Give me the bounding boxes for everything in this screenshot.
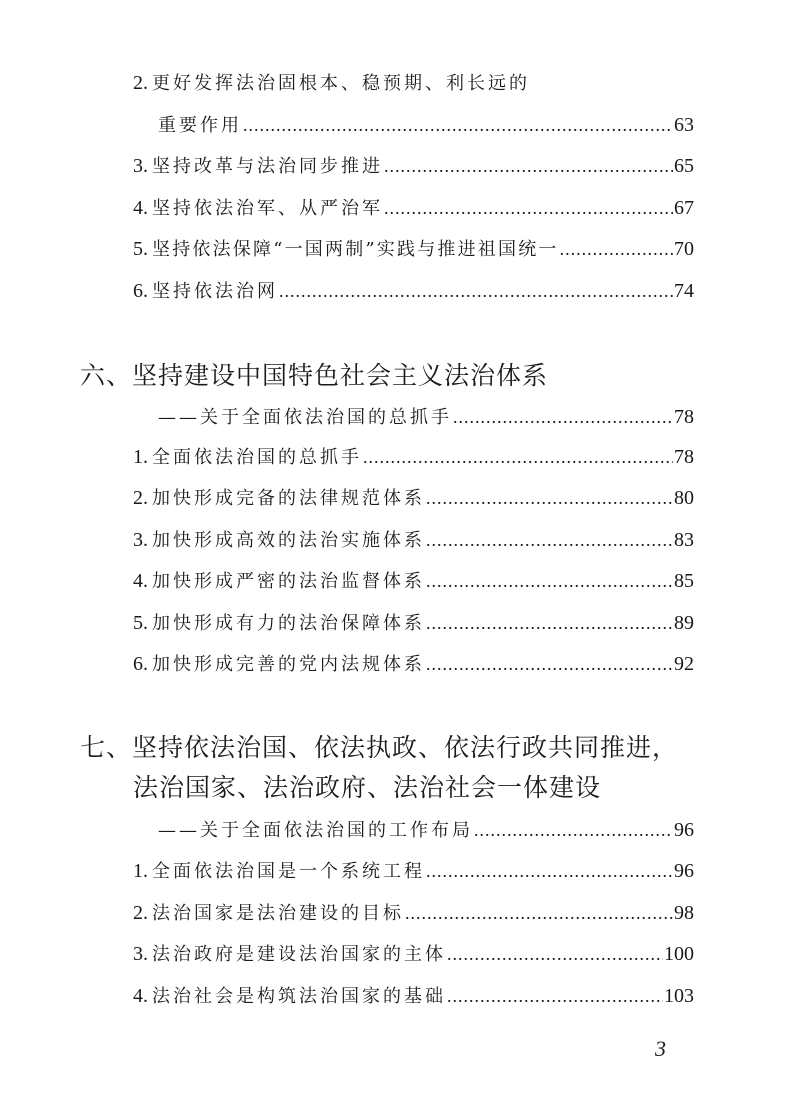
toc-entry[interactable]: [133, 649, 694, 679]
entry-number: 5.: [133, 238, 148, 260]
entry-page: 98: [674, 902, 694, 924]
entry-number: 2.: [133, 902, 148, 924]
entry-page: 78: [674, 446, 694, 468]
leader-dots: [243, 110, 673, 140]
entry-page: 65: [674, 155, 694, 177]
leader-dots: [447, 939, 663, 969]
toc-entry[interactable]: [133, 981, 694, 1011]
entry-label: 坚持依法保障“一国两制”实践与推进祖国统一: [152, 239, 559, 260]
entry-number: 2.: [133, 487, 148, 509]
leader-dots: [426, 608, 673, 638]
toc-entry[interactable]: [133, 525, 694, 555]
entry-number: 4.: [133, 197, 148, 219]
entry-label: 加快形成严密的法治监督体系: [152, 571, 425, 592]
entry-page: 96: [674, 860, 694, 882]
toc-entry[interactable]: [133, 193, 694, 223]
entry-label: 全面依法治国的总抓手: [152, 447, 362, 468]
leader-dots: [426, 525, 673, 555]
leader-dots: [279, 276, 673, 306]
entry-label: 重要作用: [158, 115, 242, 136]
toc-entry[interactable]: [133, 856, 694, 886]
entry-number: 6.: [133, 280, 148, 302]
leader-dots: [426, 856, 673, 886]
toc-entry[interactable]: [133, 939, 694, 969]
page-number: 3: [655, 1036, 666, 1061]
entry-label: 加快形成完善的党内法规体系: [152, 654, 425, 675]
entry-page: 67: [674, 197, 694, 219]
toc-entry[interactable]: [133, 234, 694, 264]
toc-entry[interactable]: [133, 151, 694, 181]
entry-page: 70: [674, 238, 694, 260]
entry-page: 92: [674, 653, 694, 675]
entry-label: 坚持改革与法治同步推进: [152, 156, 383, 177]
section-7-title-line2[interactable]: 法治国家、法治政府、法治社会一体建设: [133, 773, 602, 802]
entry-number: 2.: [133, 72, 148, 94]
section-6-subtitle[interactable]: [158, 402, 694, 432]
entry-page: 74: [674, 280, 694, 302]
entry-label: 加快形成高效的法治实施体系: [152, 530, 425, 551]
entry-page: 103: [664, 985, 694, 1007]
toc-entry[interactable]: [133, 898, 694, 928]
entry-page: 83: [674, 529, 694, 551]
toc-entry[interactable]: [133, 276, 694, 306]
entry-number: 1.: [133, 446, 148, 468]
entry-number: 4.: [133, 570, 148, 592]
entry-label: 法治国家是法治建设的目标: [152, 903, 404, 924]
leader-dots: [426, 649, 673, 679]
leader-dots: [474, 815, 673, 845]
leader-dots: [426, 483, 673, 513]
entry-number: 4.: [133, 985, 148, 1007]
toc-entry[interactable]: [158, 110, 694, 140]
leader-dots: [384, 151, 673, 181]
entry-label: 全面依法治国是一个系统工程: [152, 861, 425, 882]
leader-dots: [405, 898, 673, 928]
entry-page: 96: [674, 819, 694, 841]
toc-entry[interactable]: [133, 483, 694, 513]
entry-number: 3.: [133, 529, 148, 551]
toc-entry-2-line1: [133, 68, 530, 99]
section-7-title-line1[interactable]: 七、坚持依法治国、依法执政、依法行政共同推进，: [80, 733, 679, 762]
entry-page: 78: [674, 406, 694, 428]
entry-page: 89: [674, 612, 694, 634]
leader-dots: [447, 981, 663, 1011]
entry-page: 63: [674, 114, 694, 136]
toc-entry[interactable]: [133, 566, 694, 596]
entry-number: 5.: [133, 612, 148, 634]
leader-dots: [363, 442, 673, 472]
section-7-subtitle[interactable]: [158, 815, 694, 845]
entry-label: ——关于全面依法治国的总抓手: [158, 407, 452, 428]
section-6-title[interactable]: 六、坚持建设中国特色社会主义法治体系: [80, 361, 549, 390]
entry-label: ——关于全面依法治国的工作布局: [158, 820, 473, 841]
toc-entry[interactable]: [133, 608, 694, 638]
entry-label: 加快形成完备的法律规范体系: [152, 488, 425, 509]
entry-page: 80: [674, 487, 694, 509]
entry-label: 更好发挥法治固根本、稳预期、利长远的: [152, 73, 530, 94]
entry-page: 100: [664, 943, 694, 965]
leader-dots: [384, 193, 673, 223]
entry-page: 85: [674, 570, 694, 592]
leader-dots: [426, 566, 673, 596]
leader-dots: [453, 402, 673, 432]
entry-label: 法治政府是建设法治国家的主体: [152, 944, 446, 965]
entry-number: 3.: [133, 943, 148, 965]
entry-label: 法治社会是构筑法治国家的基础: [152, 986, 446, 1007]
entry-number: 3.: [133, 155, 148, 177]
entry-label: 坚持依法治军、从严治军: [152, 198, 383, 219]
entry-number: 6.: [133, 653, 148, 675]
toc-entry[interactable]: [133, 442, 694, 472]
leader-dots: [560, 234, 673, 264]
entry-number: 1.: [133, 860, 148, 882]
entry-label: 加快形成有力的法治保障体系: [152, 613, 425, 634]
entry-label: 坚持依法治网: [152, 281, 278, 302]
